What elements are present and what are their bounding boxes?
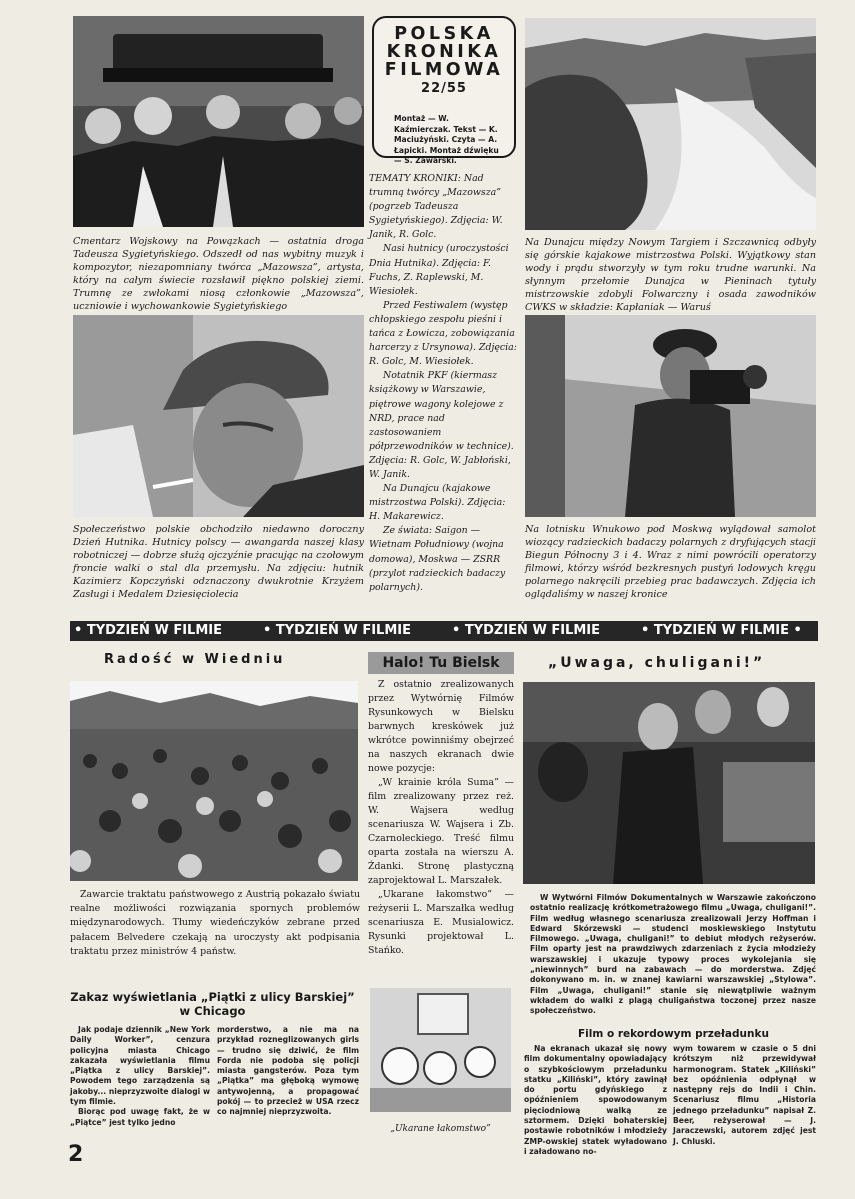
zakaz-paragraph: Biorąc pod uwagę fakt, że w „Piątce” jest tylko jedno <box>70 1107 210 1127</box>
uwaga-heading: „Uwaga, chuligani!” <box>548 655 766 671</box>
kronika-credits: Montaż — W. Kaźmierczak. Tekst — K. Maciużyński. Czyta — A. Łapicki. Montaż dźwięku — S. Zawarski. <box>394 114 499 165</box>
cameraman-photo <box>525 315 816 517</box>
cameraman-caption: Na lotnisku Wnukowo pod Moskwą wylądował samolot wiozący radzieckich badaczy polarnych z dryfujących stacji Biegun Północny 3 i 4. Wraz z nimi powrócili operatorzy filmowi, którzy wśród bezkresnych pustyń lodowych kręgu polarnego nakręcili przebieg prac badawczych. Zdjęcia ich oglądaliśmy w naszej kronice <box>525 524 816 600</box>
worker-caption: Społeczeństwo polskie obchodziło niedawno doroczny Dzień Hutnika. Hutnicy polscy — awangarda naszej klasy robotniczej — dobrze służą ojczyźnie pracując na czołowym froncie walki o stal dla przemysłu. Na zdjęciu: hutnik Kazimierz Kopczyński odznaczony dwukrotnie Krzyżem Zasługi i Medalem Dziesięciolecia <box>73 524 364 600</box>
tydzien-w-filmie-banner <box>70 621 818 641</box>
page-number: 2 <box>68 1142 84 1167</box>
tematy-kroniki <box>369 172 517 595</box>
worker-photo <box>73 315 364 517</box>
banner-segment: • TYDZIEŃ W FILMIE • <box>641 623 802 638</box>
funeral-caption: Cmentarz Wojskowy na Powązkach — ostatnia droga Tadeusza Sygietyńskiego. Odszedł od nas wybitny muzyk i kompozytor, niezapomniany twórca „Mazowsza”, artysta, który na całym świecie rozsławił piękno polskiej ziemi. Trumnę ze zwłokami niosą członkowie „Mazowsza”, uczniowie i wychowankowie Sygietyńskiego <box>73 236 364 312</box>
uwaga-text: W Wytwórni Filmów Dokumentalnych w Warszawie zakończono ostatnio realizację krótkometrażowego filmu „Uwaga, chuligani!”. Film według własnego scenariusza zrealizowali Jerzy Hoffman i Edward Skórzewski — studenci moskiewskiego Instytutu Filmowego. „Uwaga, chuligani!” to debiut młodych reżyserów. Film oparty jest na prawdziwych zdarzeniach z życia młodzieży warszawskiej i ukazuje typowy proces wykolejania się „niewinnych” burd na zabawach — do morderstwa. Zdjęć dokonywano m. in. w znanej kawiarni warszawskiej „Stylowa”. Film „Uwaga, chuligani!” stanie się niewątpliwie ważnym wkładem do walki z plagą chuligaństwa toczonej przez naszе społeczeństwo. <box>530 893 816 1016</box>
tematy-item: Ze świata: Saigon — Wietnam Południowy (wojna domowa), Moskwa — ZSRR (przylot radzieckich badaczy polarnych). <box>369 525 506 593</box>
zakaz-col1 <box>70 1025 210 1128</box>
kronika-title-line: POLSKA <box>394 24 494 44</box>
radosc-text: Zawarcie traktatu państwowego z Austrią pokazało światu realne możliwości rozwiązania spornych problemów międzynarodowych. Tłumy wiedeńczyków zebrane przed pałacem Belvedere czekają na uroczysty akt podpisania traktatu przez ministrów 4 państw. <box>70 889 360 957</box>
chuligani-photo <box>523 682 815 884</box>
kronika-box <box>372 16 516 165</box>
tematy-item <box>369 172 517 242</box>
zakaz-heading-line: Zakaz wyświetlania „Piątki z ulicy Barskiej” <box>70 990 355 1004</box>
halo-heading: Halo! Tu Bielsk <box>368 652 514 674</box>
river-photo <box>525 18 816 230</box>
kronika-title-line: FILMOWA <box>384 60 504 80</box>
banner-segment: • TYDZIEŃ W FILMIE <box>452 623 600 638</box>
zakaz-heading-line: w Chicago <box>179 1004 246 1018</box>
tematy-item: Na Dunajcu (kajakowe mistrzostwa Polski). Zdjęcia: H. Makarewicz. <box>369 483 506 523</box>
zakaz-paragraph: Jak podaje dziennik „New York Daily Worker”, cenzura policyjna miasta Chicago zakazała wyświetlania filmu „Piątka z ulicy Barskiej”. Powodem tego zarządzenia są jakoby... nieprzyzwoite dialogi w tym filmie. <box>70 1025 210 1107</box>
halo-paragraph: „W krainie króla Suma” — film zrealizowany przez reż. W. Wajsera według scenariusza W. Wajsera i Zb. Czarnoleckiego. Treść filmu oparta została na wierszu A. Żdanki. Stronę plastyczną zaprojektował L. Marszałek. <box>368 777 514 886</box>
funeral-photo <box>73 16 364 227</box>
kronika-issue-number: 22/55 <box>421 81 467 96</box>
radosc-heading: Radość w Wiedniu <box>104 652 286 667</box>
rekord-col1: Na ekranach ukazał się nowy film dokumentalny opowiadający o szybkościowym przeładunku statku „Kiliński”, który zawinął do portu gdyńskiego z opóźnieniem spowodowanym pięciodniową walką ze sztormem. Dzięki bohaterskiej postawie robotników i młodzieży ZMP-owskiej statek wyładowano i załadowano no- <box>524 1044 667 1156</box>
banner-segment: • TYDZIEŃ W FILMIE <box>74 623 222 638</box>
zakaz-heading <box>60 990 365 1018</box>
halo-text <box>368 678 514 958</box>
kronika-title-line: KRONIKA <box>386 42 502 62</box>
tematy-lead: TEMATY KRONIKI: <box>369 173 461 184</box>
tematy-item: Notatnik PKF (kiermasz książkowy w Warszawie, piętrowe wagony kolejowe z NRD, prace nad zastosowaniem półprzewodników w technice). Zdjęcia: R. Golc, W. Jabłoński, W. Janik. <box>369 370 514 480</box>
tematy-text: Nad trumną twórcy „Mazowsza” (pogrzeb Tadeusza Sygietyńskiego). Zdjęcia: W. Janik, R. Golc. <box>369 173 503 241</box>
river-caption: Na Dunajcu między Nowym Targiem i Szczawnicą odbyły się górskie kajakowe mistrzostwa Polski. Wyjątkowy stan wody i prądu stworzyły w tym roku trudne warunki. Na słynnym przełomie Dunajca w Pieninach tytuły mistrzowskie zdobyli Folwarczny i osada zawodników CWKS w składzie: Kapłaniak — Waruś <box>525 237 816 313</box>
cartoon-still <box>370 988 511 1112</box>
tematy-item: Przed Festiwalem (występ chłopskiego zespołu pieśni i tańca z Łowicza, zobowiązania harcerzy z Ursynowa). Zdjęcia: R. Golc, M. Wiesiołek. <box>369 299 517 368</box>
rekord-heading: Film o rekordowym przeładunku <box>578 1028 769 1040</box>
halo-paragraph: Z ostatnio zrealizowanych przez Wytwórnię Filmów Rysunkowych w Bielsku barwnych kreskówek już wkrótce powinniśmy obejrzeć na naszych ekranach dwie nowe pozycje: <box>368 679 514 774</box>
tematy-item: Nasi hutnicy (uroczystości Dnia Hutnika). Zdjęcia: F. Fuchs, Z. Raplewski, M. Wiesiołek. <box>369 243 509 297</box>
cartoon-caption: „Ukarane łakomstwo” <box>390 1124 491 1134</box>
halo-paragraph: „Ukarane łakomstwo” — reżyserii L. Marszałka według scenariusza E. Musialowicz. Rysunki projektował L. Stańko. <box>368 889 514 956</box>
vienna-crowd-photo <box>70 681 358 881</box>
zakaz-col2: morderstwo, a nie ma na przykład rozneglizowanych girls — trudno się dziwić, że film Forda nie podoba się policji miasta gangsterów. Poza tym „Piątka” ma głęboką wymowę antywojenną, a propagować pokój — to przecież w USA rzecz co najmniej nieprzyzwoita. <box>217 1025 359 1117</box>
rekord-col2: wym towarem w czasie o 5 dni krótszym niż przewidywał harmonogram. Statek „Kiliński” bez opóźnienia odpłynął w następny rejs do Indii i Chin. Scenariusz filmu „Historia jednego przeładunku” napisał Z. Beer, reżyserował — J. Jaraczewski, autorem zdjęć jest J. Chluski. <box>673 1044 816 1146</box>
banner-segment: • TYDZIEŃ W FILMIE <box>263 623 411 638</box>
